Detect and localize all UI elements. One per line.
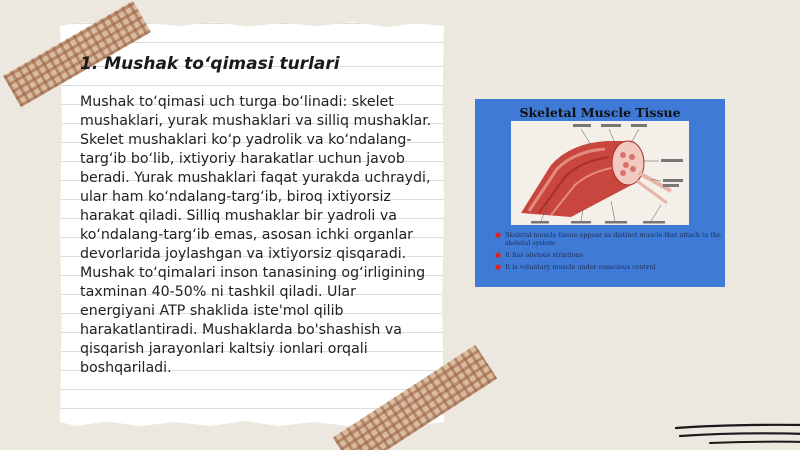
bullet-dot-icon: ● xyxy=(495,263,502,271)
figure-bullet xyxy=(495,231,721,247)
muscle-illustration xyxy=(511,121,689,225)
figure-bullet-text: It has obvious striations xyxy=(505,251,583,259)
muscle-figure xyxy=(475,99,725,287)
figure-bullet-text: Skeletal muscle tissue appear as distinct muscle that attach to the skeletal system xyxy=(505,231,721,247)
body-paragraph: Mushak to‘qimasi uch turga bo‘linadi: skelet mushaklari, yurak mushaklari va silliq mushaklar. Skelet mushaklari ko‘p yadrolik va ko‘ndalang-targ‘ib bo‘lib, ixtiyoriy harakatlar uchun javob beradi. Yurak mushaklari faqat yurakda uchraydi, ular ham ko‘ndalang-targ‘ib, biroq ixtiyorsiz harakat qiladi. Silliq mushaklar bir yadroli va ko‘ndalang-targ‘ib emas, asosan ichki organlar devorlarida joylashgan va ixtiyorsiz qisqaradi. Mushak to‘qimalari inson tanasining og‘irligining taxminan 40-50% ni tashkil qiladi. Ular energiyani ATP shaklida iste'mol qilib harakatlantiradi. Mushaklarda bo'shashish va qisqarish jarayonlari kaltsiy ionlari orqali boshqariladi. xyxy=(80,94,432,376)
muscle-diagram-image xyxy=(511,121,689,225)
bullet-dot-icon: ● xyxy=(495,251,502,259)
figure-bullet xyxy=(495,251,721,259)
section-title: 1. Mushak to‘qimasi turlari xyxy=(80,54,340,74)
decorative-lines xyxy=(670,410,800,450)
figure-title: Skeletal Muscle Tissue xyxy=(519,105,681,120)
figure-bullet-text: It is voluntary muscle under conscious control xyxy=(505,263,656,271)
figure-bullet-list xyxy=(495,231,721,275)
bullet-dot-icon: ● xyxy=(495,231,502,239)
figure-bullet xyxy=(495,263,721,271)
